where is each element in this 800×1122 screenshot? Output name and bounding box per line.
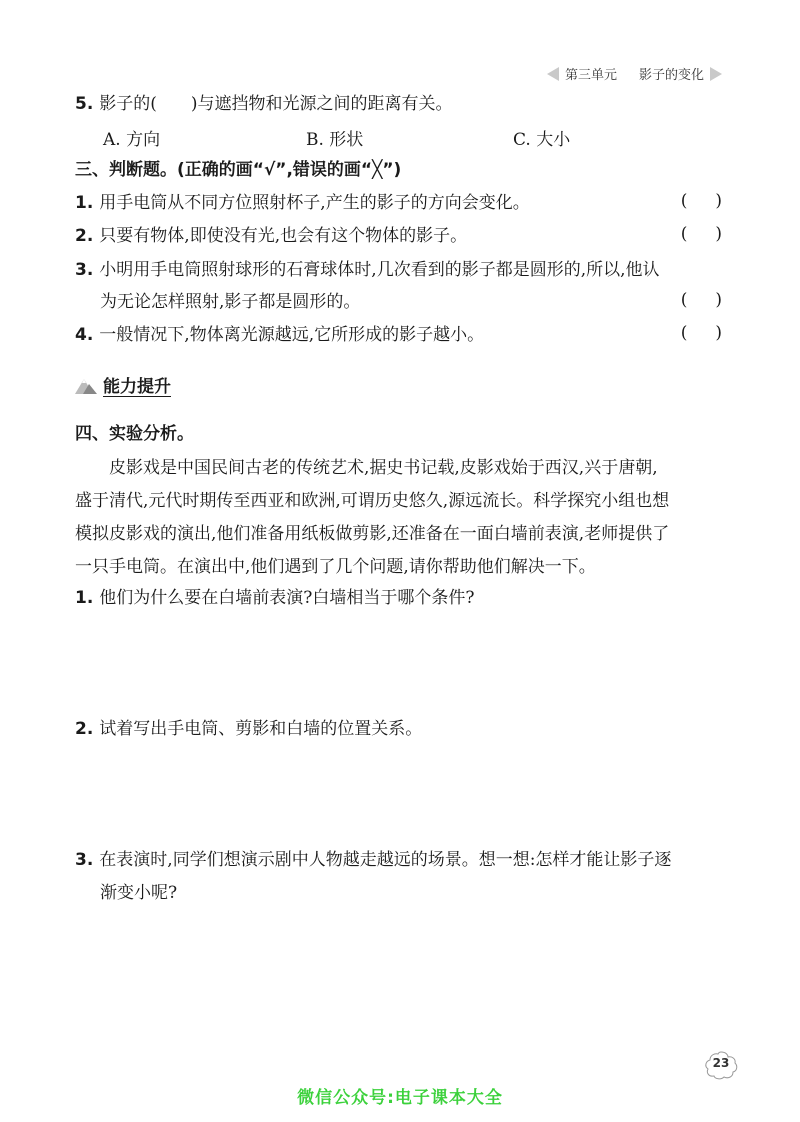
paragraph-line: 皮影戏是中国民间古老的传统艺术,据史书记载,皮影戏始于西汉,兴于唐朝, <box>109 458 658 478</box>
experiment-question-1 <box>75 586 475 610</box>
question-text: 试着写出手电筒、剪影和白墙的位置关系。 <box>99 719 423 739</box>
experiment-question-3 <box>75 848 671 872</box>
question-number: 3. <box>75 850 94 870</box>
header-topic: 影子的变化 <box>638 68 704 83</box>
header-left-triangle-icon <box>547 67 559 81</box>
answer-blank-1[interactable]: ( ) <box>680 191 722 211</box>
answer-blank-4[interactable]: ( ) <box>680 323 722 343</box>
judge-item-1 <box>75 191 530 215</box>
page-number-badge <box>704 1050 738 1080</box>
item-number: 3. <box>75 260 94 280</box>
page-header <box>547 64 722 83</box>
question-number: 5. <box>75 94 94 114</box>
paragraph-line: 一只手电筒。在演出中,他们遇到了几个问题,请你帮助他们解决一下。 <box>75 557 596 577</box>
answer-blank-2[interactable]: ( ) <box>680 224 722 244</box>
paragraph-line: 盛于清代,元代时期传至西亚和欧洲,可谓历史悠久,源远流长。科学探究小组也想 <box>75 491 670 511</box>
ability-label: 能力提升 <box>103 377 171 397</box>
option-a: A. 方向 <box>103 130 161 150</box>
option-c: C. 大小 <box>513 130 571 150</box>
answer-area-2[interactable] <box>75 750 725 840</box>
mountain-icon <box>75 376 97 394</box>
question-text: 他们为什么要在白墙前表演?白墙相当于哪个条件? <box>99 588 475 608</box>
judge-item-2 <box>75 224 467 248</box>
item-text: 用手电筒从不同方位照射杯子,产生的影子的方向会变化。 <box>99 193 530 213</box>
section-3-title: 三、判断题。(正确的画“√”,错误的画“╳”) <box>75 160 402 180</box>
header-unit: 第三单元 <box>564 68 617 83</box>
item-number: 1. <box>75 193 94 213</box>
item-text: 小明用手电筒照射球形的石膏球体时,几次看到的影子都是圆形的,所以,他认 <box>99 260 660 280</box>
question-5 <box>75 92 453 116</box>
page-number: 23 <box>712 1056 730 1070</box>
experiment-paragraph <box>75 452 725 584</box>
experiment-question-2 <box>75 717 422 741</box>
item-number: 2. <box>75 226 94 246</box>
answer-area-3[interactable] <box>75 915 725 1035</box>
question-number: 2. <box>75 719 94 739</box>
paragraph-line: 模拟皮影戏的演出,他们准备用纸板做剪影,还准备在一面白墙前表演,老师提供了 <box>75 524 670 544</box>
judge-item-4 <box>75 323 484 347</box>
question-text: 在表演时,同学们想演示剧中人物越走越远的场景。想一想:怎样才能让影子逐 <box>99 850 672 870</box>
answer-area-1[interactable] <box>75 620 725 710</box>
experiment-question-3-cont: 渐变小呢? <box>100 883 178 903</box>
item-number: 4. <box>75 325 94 345</box>
watermark-text: 微信公众号:电子课本大全 <box>297 1088 503 1108</box>
judge-item-3-cont: 为无论怎样照射,影子都是圆形的。 <box>100 292 361 312</box>
item-text: 只要有物体,即使没有光,也会有这个物体的影子。 <box>99 226 468 246</box>
judge-item-3 <box>75 258 660 282</box>
answer-blank-3[interactable]: ( ) <box>680 290 722 310</box>
section-4-title: 四、实验分析。 <box>75 424 194 444</box>
header-right-triangle-icon <box>710 67 722 81</box>
option-b: B. 形状 <box>306 130 364 150</box>
question-number: 1. <box>75 588 94 608</box>
question-text: 影子的( )与遮挡物和光源之间的距离有关。 <box>99 94 453 114</box>
item-text: 一般情况下,物体离光源越远,它所形成的影子越小。 <box>99 325 485 345</box>
ability-heading <box>75 372 171 397</box>
